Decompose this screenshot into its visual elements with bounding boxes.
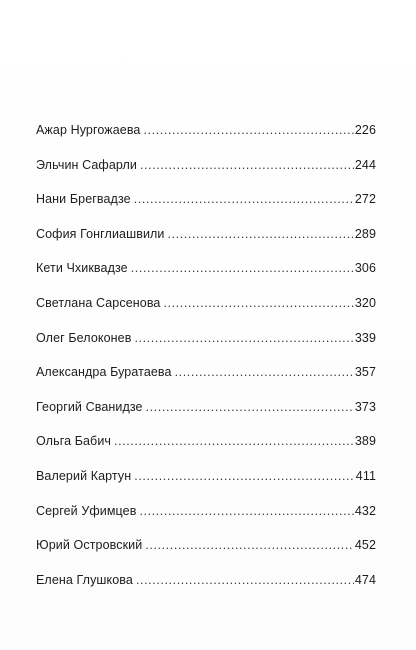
toc-dot-leader bbox=[136, 571, 354, 589]
toc-entry-name: Валерий Картун bbox=[36, 468, 132, 483]
toc-dot-leader bbox=[131, 259, 354, 277]
toc-dot-leader bbox=[168, 225, 354, 243]
toc-dot-leader bbox=[139, 502, 353, 520]
toc-dot-leader bbox=[163, 294, 353, 312]
toc-entry-page: 373 bbox=[354, 399, 376, 414]
toc-entry-page: 474 bbox=[354, 572, 376, 587]
toc-entry-page: 226 bbox=[354, 123, 376, 137]
toc-entry bbox=[36, 190, 376, 225]
toc-entry-page: 306 bbox=[354, 261, 376, 276]
toc-dot-leader bbox=[114, 432, 354, 450]
toc-entry bbox=[36, 294, 376, 329]
toc-entry bbox=[36, 432, 376, 467]
toc-dot-leader bbox=[134, 190, 354, 208]
toc-entry-page: 339 bbox=[354, 330, 376, 345]
toc-dot-leader bbox=[146, 398, 354, 416]
toc-dot-leader bbox=[175, 363, 354, 381]
toc-entry-page: 272 bbox=[354, 192, 376, 207]
toc-entry-name: Нани Брегвадзе bbox=[36, 192, 131, 207]
toc-entry-page: 432 bbox=[354, 503, 376, 518]
toc-entry-name: Георгий Сванидзе bbox=[36, 399, 143, 414]
toc-dot-leader bbox=[134, 329, 353, 347]
toc-entry-name: Эльчин Сафарли bbox=[36, 157, 137, 172]
toc-entry-page: 244 bbox=[354, 157, 376, 172]
toc-entry-name: Юрий Островский bbox=[36, 538, 143, 553]
toc-entry-name: Кети Чхиквадзе bbox=[36, 261, 128, 276]
toc-entry bbox=[36, 536, 376, 571]
toc-entry-page: 452 bbox=[354, 538, 376, 553]
toc-dot-leader bbox=[134, 467, 355, 485]
toc-entry bbox=[36, 398, 376, 433]
toc-entry-name: Сергей Уфимцев bbox=[36, 503, 137, 518]
toc-entry-page: 357 bbox=[354, 365, 376, 380]
toc-entry-name: Ажар Нургожаева bbox=[36, 123, 141, 137]
toc-entry-name: Ольга Бабич bbox=[36, 434, 112, 449]
toc-entry-page: 289 bbox=[354, 226, 376, 241]
toc-entry-page: 389 bbox=[354, 434, 376, 449]
toc-dot-leader bbox=[143, 121, 353, 139]
toc-entry bbox=[36, 329, 376, 364]
toc-entry bbox=[36, 156, 376, 191]
toc-entry bbox=[36, 259, 376, 294]
toc-entry-name: Елена Глушкова bbox=[36, 572, 133, 587]
toc-entry-page: 411 bbox=[355, 468, 376, 483]
table-of-contents bbox=[36, 121, 376, 605]
toc-dot-leader bbox=[140, 156, 354, 174]
toc-entry bbox=[36, 225, 376, 260]
toc-entry-name: София Гонглиашвили bbox=[36, 226, 165, 241]
toc-entry bbox=[36, 121, 376, 156]
toc-dot-leader bbox=[145, 536, 354, 554]
toc-entry-name: Светлана Сарсенова bbox=[36, 295, 161, 310]
toc-entry bbox=[36, 571, 376, 606]
toc-entry-name: Александра Буратаева bbox=[36, 365, 172, 380]
toc-entry bbox=[36, 502, 376, 537]
toc-entry-name: Олег Белоконев bbox=[36, 330, 132, 345]
toc-entry bbox=[36, 363, 376, 398]
toc-entry-page: 320 bbox=[354, 295, 376, 310]
toc-entry bbox=[36, 467, 376, 502]
